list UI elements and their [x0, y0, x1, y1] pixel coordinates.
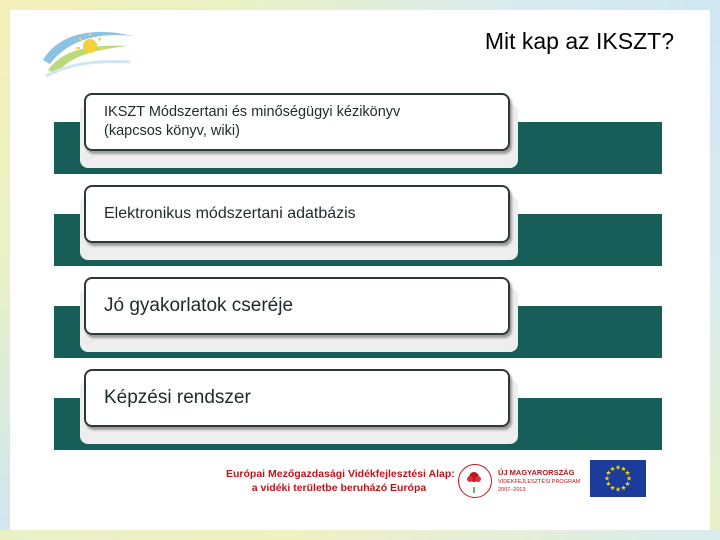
uj-magyarorszag-logo	[458, 462, 581, 500]
ujm-subtitle: VIDÉKFEJLESZTÉSI PROGRAM	[498, 479, 581, 485]
ujm-title: ÚJ MAGYARORSZÁG	[498, 468, 575, 477]
item-1-line-1: IKSZT Módszertani és minőségügyi kézikönyv	[104, 104, 401, 120]
eu-star-icon: ★	[605, 481, 612, 489]
eu-star-icon: ★	[624, 481, 631, 489]
eu-star-icon: ★	[609, 466, 616, 474]
eu-star-icon: ★	[626, 475, 632, 483]
ujm-years: 2007–2013	[498, 487, 526, 493]
eu-star-icon: ★	[605, 470, 612, 478]
sun-landscape-logo-icon	[38, 20, 138, 82]
carnation-logo-icon	[458, 464, 492, 498]
eu-flag-icon	[590, 460, 646, 497]
eu-star-icon: ★	[604, 475, 610, 483]
footer-eafrd-text	[226, 467, 455, 495]
frame-bottom	[0, 530, 720, 540]
item-4-line-1: Képzési rendszer	[104, 387, 251, 408]
frame-top	[0, 0, 720, 10]
list-item-1	[84, 93, 510, 151]
footer-line-1: Európai Mezőgazdasági Vidékfejlesztési Alap:	[226, 468, 455, 480]
eu-star-icon: ★	[620, 485, 627, 493]
list-item-4	[84, 369, 510, 427]
footer-line-2: a vidéki területbe beruházó Európa	[251, 482, 427, 494]
eu-star-icon: ★	[624, 470, 631, 478]
item-1-line-2: (kapcsos könyv, wiki)	[104, 123, 240, 139]
eu-star-icon: ★	[620, 466, 627, 474]
list-item-2	[84, 185, 510, 243]
frame-right	[710, 0, 720, 540]
slide-title: Mit kap az IKSZT?	[484, 28, 674, 54]
eu-star-icon: ★	[615, 486, 621, 494]
item-2-line-1: Elektronikus módszertani adatbázis	[104, 205, 356, 222]
frame-left	[0, 0, 10, 540]
eu-star-icon: ★	[609, 485, 616, 493]
list-item-3	[84, 277, 510, 335]
eu-star-icon: ★	[615, 464, 621, 472]
item-3-line-1: Jó gyakorlatok cseréje	[104, 295, 294, 316]
